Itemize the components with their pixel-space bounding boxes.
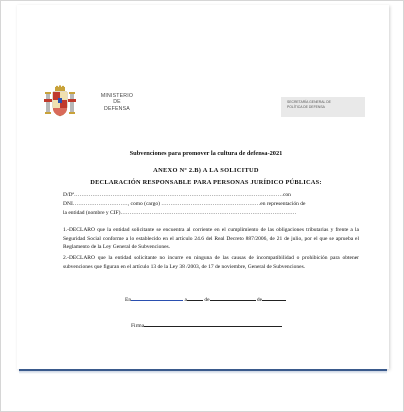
anexo-title: ANEXO Nº 2.B) A LA SOLICITUD xyxy=(153,167,259,174)
de-label-2: de xyxy=(256,297,263,303)
secretaria-line: POLÍTICA DE DEFENSA xyxy=(287,105,325,109)
month-blank xyxy=(210,295,256,301)
form-line-entity: la entidad (nombre y CIF)…………………………………………………………………………………… xyxy=(63,210,297,216)
form-line-dni: DNI…………………………, como (cargo) ………………………………………………en representación de xyxy=(63,201,306,207)
firma-line xyxy=(131,321,282,329)
declaration-1: 1.-DECLARO que la entidad solicitante se encuentra al corriente en el cumplimiento de las obligaciones tributarias y frente a la Seguridad Social conforme a lo establecido en el artículo 24.6 del Real Decreto 887/2006, de 21 de julio, por el que se aprueba el Reglamento de la Ley General de Subvenciones. xyxy=(63,227,359,251)
place-blank xyxy=(131,295,183,301)
ministry-label xyxy=(95,93,139,112)
ministry-line: DE xyxy=(113,99,121,106)
place-date-line xyxy=(125,295,286,303)
firma-label: Firma xyxy=(131,323,145,329)
secretaria-line: SECRETARÍA GENERAL DE xyxy=(287,100,331,104)
subvenciones-title: Subvenciones para promover la cultura de defensa-2021 xyxy=(129,150,283,157)
form-line-name: D/Dª……………………………………………………………………………………………………con xyxy=(63,192,291,198)
firma-blank xyxy=(144,321,282,327)
a-label: a xyxy=(184,297,187,303)
document-page xyxy=(17,5,389,369)
de-label-1: de xyxy=(204,297,210,303)
coat-of-arms-icon xyxy=(43,85,77,119)
declaracion-title: DECLARACIÓN RESPONSABLE PARA PERSONAS JURÍDICO PÚBLICAS: xyxy=(90,179,322,186)
page-bottom-shadow xyxy=(19,371,387,374)
en-label: En xyxy=(125,297,132,303)
day-blank xyxy=(184,295,203,303)
year-blank xyxy=(262,295,286,301)
declaration-2: 2.-DECLARO que la entidad solicitante no incurre en ninguna de las causas de incompatibilidad o prohibición para obtener subvenciones que figuran en el artículo 13 de la Ley 38 /2003, de 17 de noviembre, General de Subvenciones. xyxy=(63,255,359,270)
ministry-line: MINISTERIO xyxy=(100,93,134,99)
secretaria-box xyxy=(281,97,365,117)
ministry-line: DEFENSA xyxy=(104,105,130,112)
